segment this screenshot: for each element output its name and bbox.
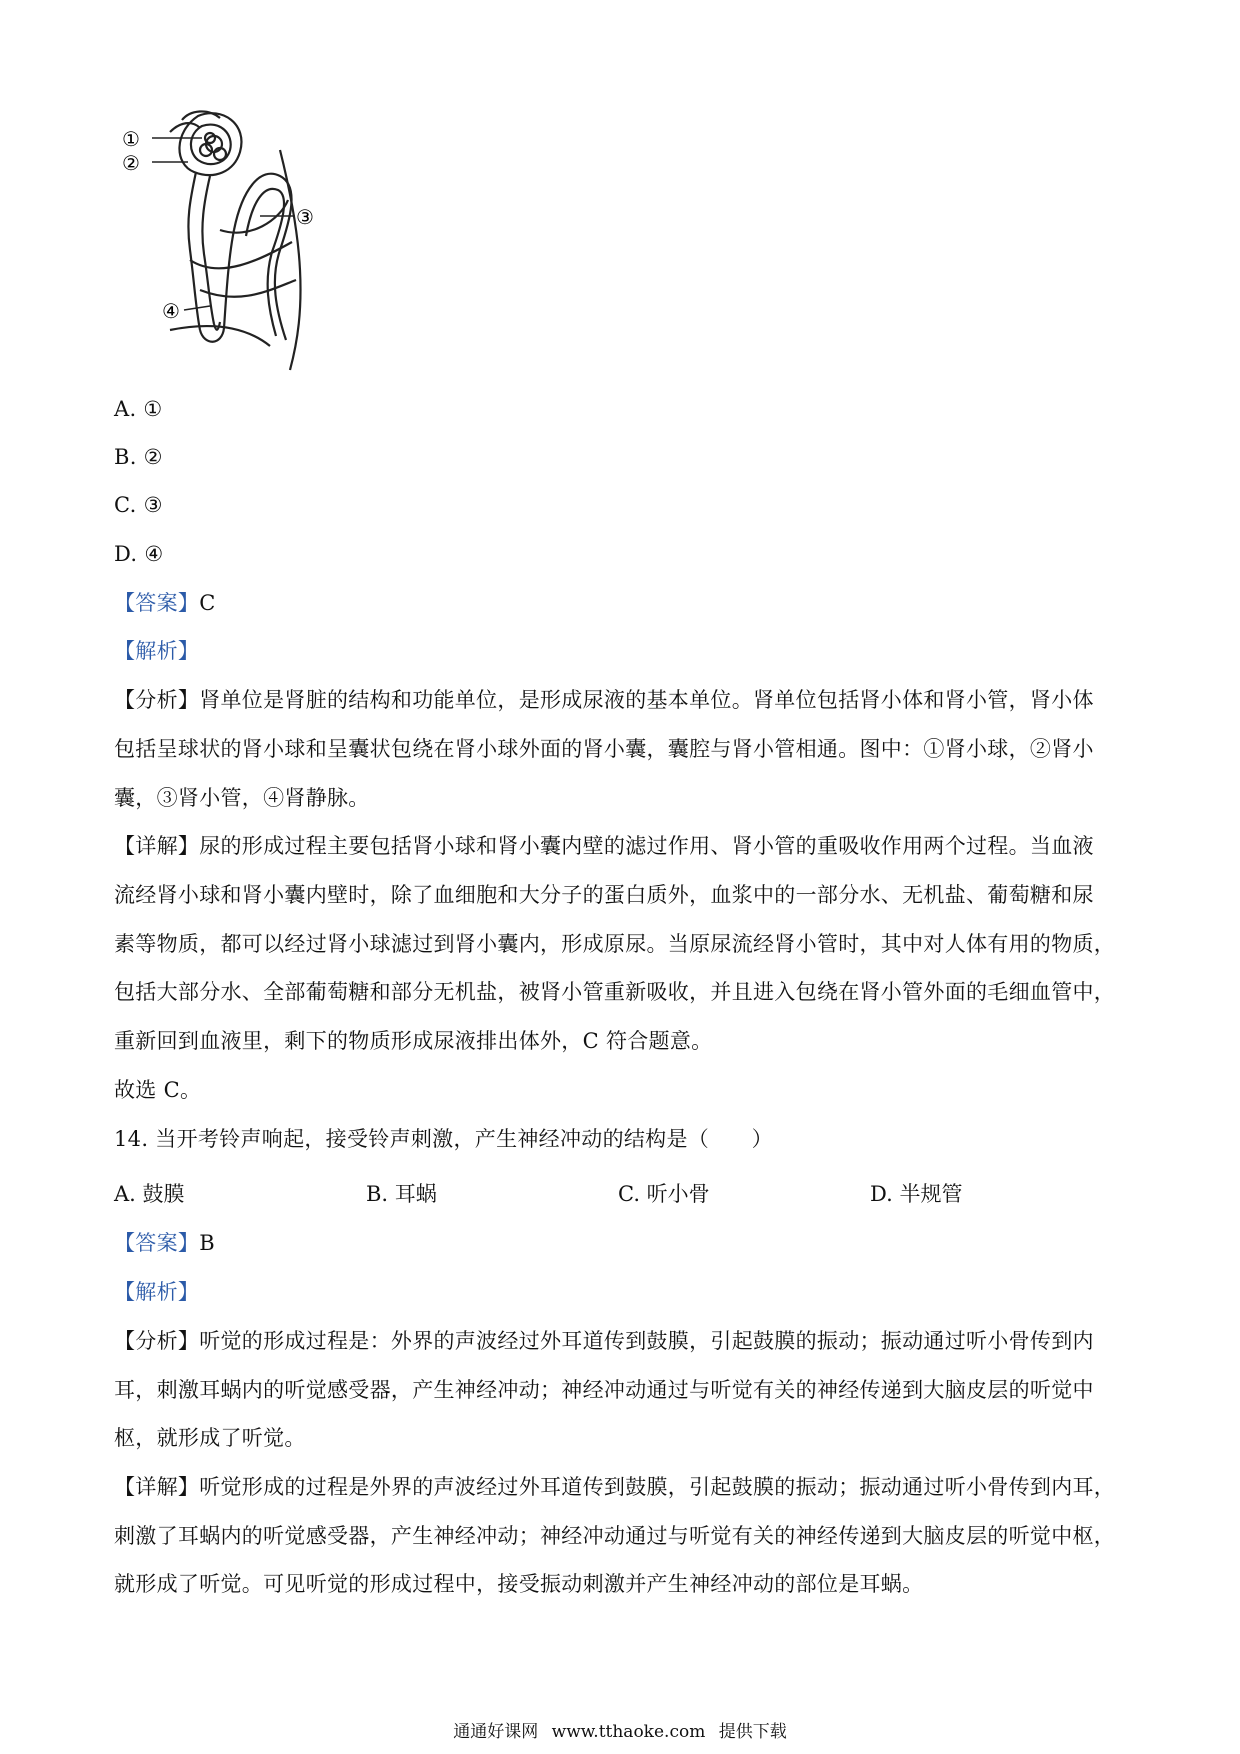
q14-option-b: B. 耳蜗 bbox=[366, 1182, 437, 1206]
q14-fenxi-line-1 bbox=[114, 1327, 1124, 1355]
nephron-figure bbox=[122, 110, 370, 370]
footer-action: 提供下载 bbox=[718, 1722, 787, 1742]
q14-answer bbox=[114, 1229, 1124, 1257]
q14-option-c: C. 听小骨 bbox=[618, 1182, 710, 1206]
nephron-diagram-svg bbox=[122, 110, 370, 370]
xiangjie-text: 尿的形成过程主要包括肾小球和肾小囊内壁的滤过作用、肾小管的重吸收作用两个过程。当血液 bbox=[199, 834, 1094, 858]
q13-analysis-heading bbox=[114, 637, 1124, 665]
xiangjie-text: 听觉形成的过程是外界的声波经过外耳道传到鼓膜，引起鼓膜的振动；振动通过听小骨传到内耳， bbox=[199, 1475, 1116, 1499]
q13-option-d: D. ④ bbox=[114, 542, 164, 566]
analysis-tag: 【解析】 bbox=[114, 639, 200, 663]
q14-xiangjie-line-3: 就形成了听觉。可见听觉的形成过程中，接受振动刺激并产生神经冲动的部位是耳蜗。 bbox=[114, 1572, 924, 1596]
q13-xiangjie-line-2: 流经肾小球和肾小囊内壁时，除了血细胞和大分子的蛋白质外，血浆中的一部分水、无机盐、葡萄糖和尿 bbox=[114, 883, 1094, 907]
q13-fenxi-line-1 bbox=[114, 686, 1124, 714]
q14-fenxi-line-3: 枢，就形成了听觉。 bbox=[114, 1426, 306, 1450]
answer-value: C bbox=[199, 591, 216, 615]
q13-conclusion: 故选 C。 bbox=[114, 1078, 202, 1102]
figure-label-1: ① bbox=[122, 127, 140, 151]
fenxi-text: 听觉的形成过程是：外界的声波经过外耳道传到鼓膜，引起鼓膜的振动；振动通过听小骨传到内 bbox=[199, 1329, 1094, 1353]
xiangjie-tag: 【详解】 bbox=[114, 834, 200, 858]
q14-question: 14. 当开考铃声响起，接受铃声刺激，产生神经冲动的结构是（ ） bbox=[114, 1127, 773, 1151]
q13-option-b: B. ② bbox=[114, 445, 163, 469]
xiangjie-tag: 【详解】 bbox=[114, 1475, 200, 1499]
q14-fenxi-line-2: 耳，刺激耳蜗内的听觉感受器，产生神经冲动；神经冲动通过与听觉有关的神经传递到大脑皮层的听觉中 bbox=[114, 1378, 1094, 1402]
q13-xiangjie-line-5: 重新回到血液里，剩下的物质形成尿液排出体外，C 符合题意。 bbox=[114, 1029, 713, 1053]
q13-fenxi-line-3: 囊，③肾小管，④肾静脉。 bbox=[114, 786, 370, 810]
q13-option-c: C. ③ bbox=[114, 493, 163, 517]
fenxi-text: 肾单位是肾脏的结构和功能单位，是形成尿液的基本单位。肾单位包括肾小体和肾小管，肾小体 bbox=[199, 688, 1094, 712]
q14-analysis-heading bbox=[114, 1278, 1124, 1306]
q13-xiangjie-line-3: 素等物质，都可以经过肾小球滤过到肾小囊内，形成原尿。当原尿流经肾小管时，其中对人体有用的物质， bbox=[114, 932, 1116, 956]
q14-options bbox=[114, 1180, 1124, 1208]
answer-tag: 【答案】 bbox=[114, 591, 200, 615]
q13-option-a: A. ① bbox=[114, 397, 163, 421]
footer-site-name: 通通好课网 bbox=[453, 1722, 539, 1742]
q14-xiangjie-line-2: 刺激了耳蜗内的听觉感受器，产生神经冲动；神经冲动通过与听觉有关的神经传递到大脑皮层的听觉中枢， bbox=[114, 1524, 1116, 1548]
answer-tag: 【答案】 bbox=[114, 1231, 200, 1255]
figure-label-2: ② bbox=[122, 151, 140, 175]
fenxi-tag: 【分析】 bbox=[114, 1329, 200, 1353]
analysis-tag: 【解析】 bbox=[114, 1280, 200, 1304]
q14-option-d: D. 半规管 bbox=[870, 1182, 963, 1206]
q13-xiangjie-line-1 bbox=[114, 832, 1124, 860]
figure-label-4: ④ bbox=[162, 299, 180, 323]
footer-url[interactable]: www.tthaoke.com bbox=[551, 1722, 706, 1742]
q13-xiangjie-line-4: 包括大部分水、全部葡萄糖和部分无机盐，被肾小管重新吸收，并且进入包绕在肾小管外面的毛细血管中， bbox=[114, 980, 1116, 1004]
q13-fenxi-line-2: 包括呈球状的肾小球和呈囊状包绕在肾小球外面的肾小囊，囊腔与肾小管相通。图中：①肾小球，②肾小 bbox=[114, 737, 1094, 761]
page-footer bbox=[0, 1720, 1240, 1744]
answer-value: B bbox=[199, 1231, 215, 1255]
q14-xiangjie-line-1 bbox=[114, 1473, 1124, 1501]
figure-label-3: ③ bbox=[296, 205, 314, 229]
fenxi-tag: 【分析】 bbox=[114, 688, 200, 712]
q13-answer bbox=[114, 589, 1124, 617]
q14-option-a: A. 鼓膜 bbox=[114, 1182, 185, 1206]
